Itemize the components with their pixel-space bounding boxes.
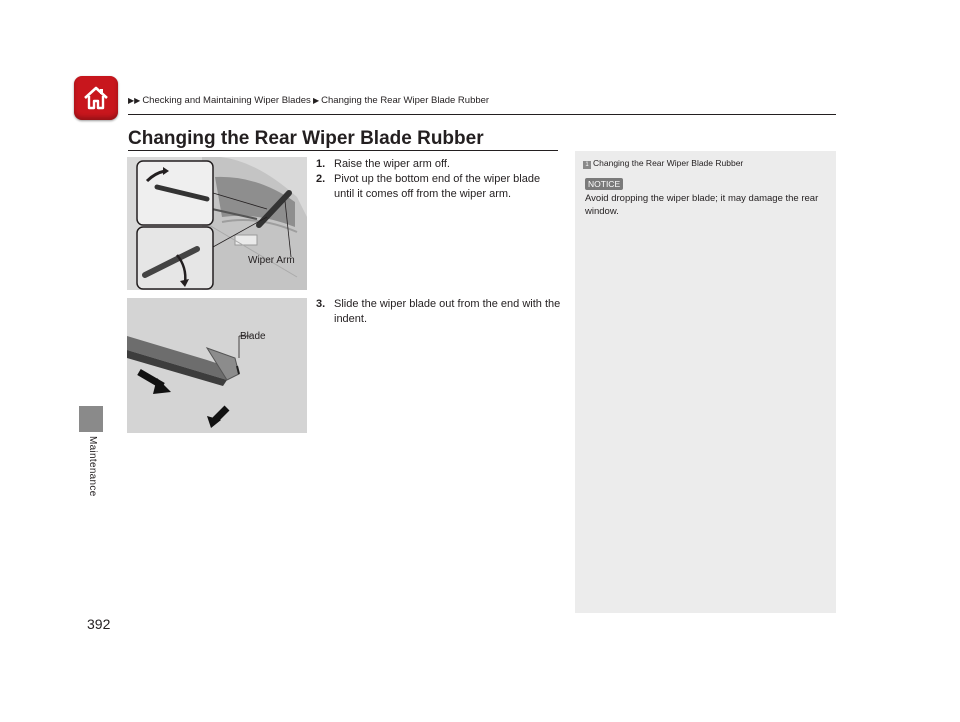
wiper-arm-illustration [127,157,307,290]
note-heading-text: Changing the Rear Wiper Blade Rubber [593,158,744,168]
step-text: Slide the wiper blade out from the end with the indent. [334,298,561,325]
note-text: Avoid dropping the wiper blade; it may damage the rear window. [585,193,819,217]
home-button[interactable] [74,76,118,120]
breadcrumb [128,95,489,106]
breadcrumb-arrow-icon: ▶▶ [128,96,141,105]
figure-blade [127,298,307,433]
blade-illustration [127,298,307,433]
reference-icon: 1 [583,161,591,169]
steps-group-1 [316,157,561,202]
label-wiper-arm: Wiper Arm [248,255,295,266]
note-panel [575,151,836,613]
step-number: 1. [316,158,326,170]
step-text: Pivot up the bottom end of the wiper blade until it comes off from the wiper arm. [334,173,541,200]
page-title: Changing the Rear Wiper Blade Rubber [128,128,484,149]
step-2 [316,172,561,202]
step-text: Raise the wiper arm off. [334,158,450,170]
steps-group-2 [316,297,561,327]
step-3 [316,297,561,327]
section-tab [79,406,103,432]
title-rule [128,150,558,151]
note-heading [583,158,743,169]
step-number: 2. [316,173,326,185]
label-blade: Blade [240,331,266,342]
figure-wiper-arm [127,157,307,290]
section-label: Maintenance [87,436,98,497]
breadcrumb-arrow-icon: ▶ [310,96,320,105]
notice-badge: NOTICE [585,178,623,190]
page-number: 392 [87,616,111,632]
breadcrumb-link-parent[interactable]: Checking and Maintaining Wiper Blades [142,95,311,106]
breadcrumb-current: Changing the Rear Wiper Blade Rubber [321,95,490,106]
step-1 [316,157,561,172]
home-icon [82,84,110,112]
step-number: 3. [316,298,326,310]
header-rule [128,114,836,115]
